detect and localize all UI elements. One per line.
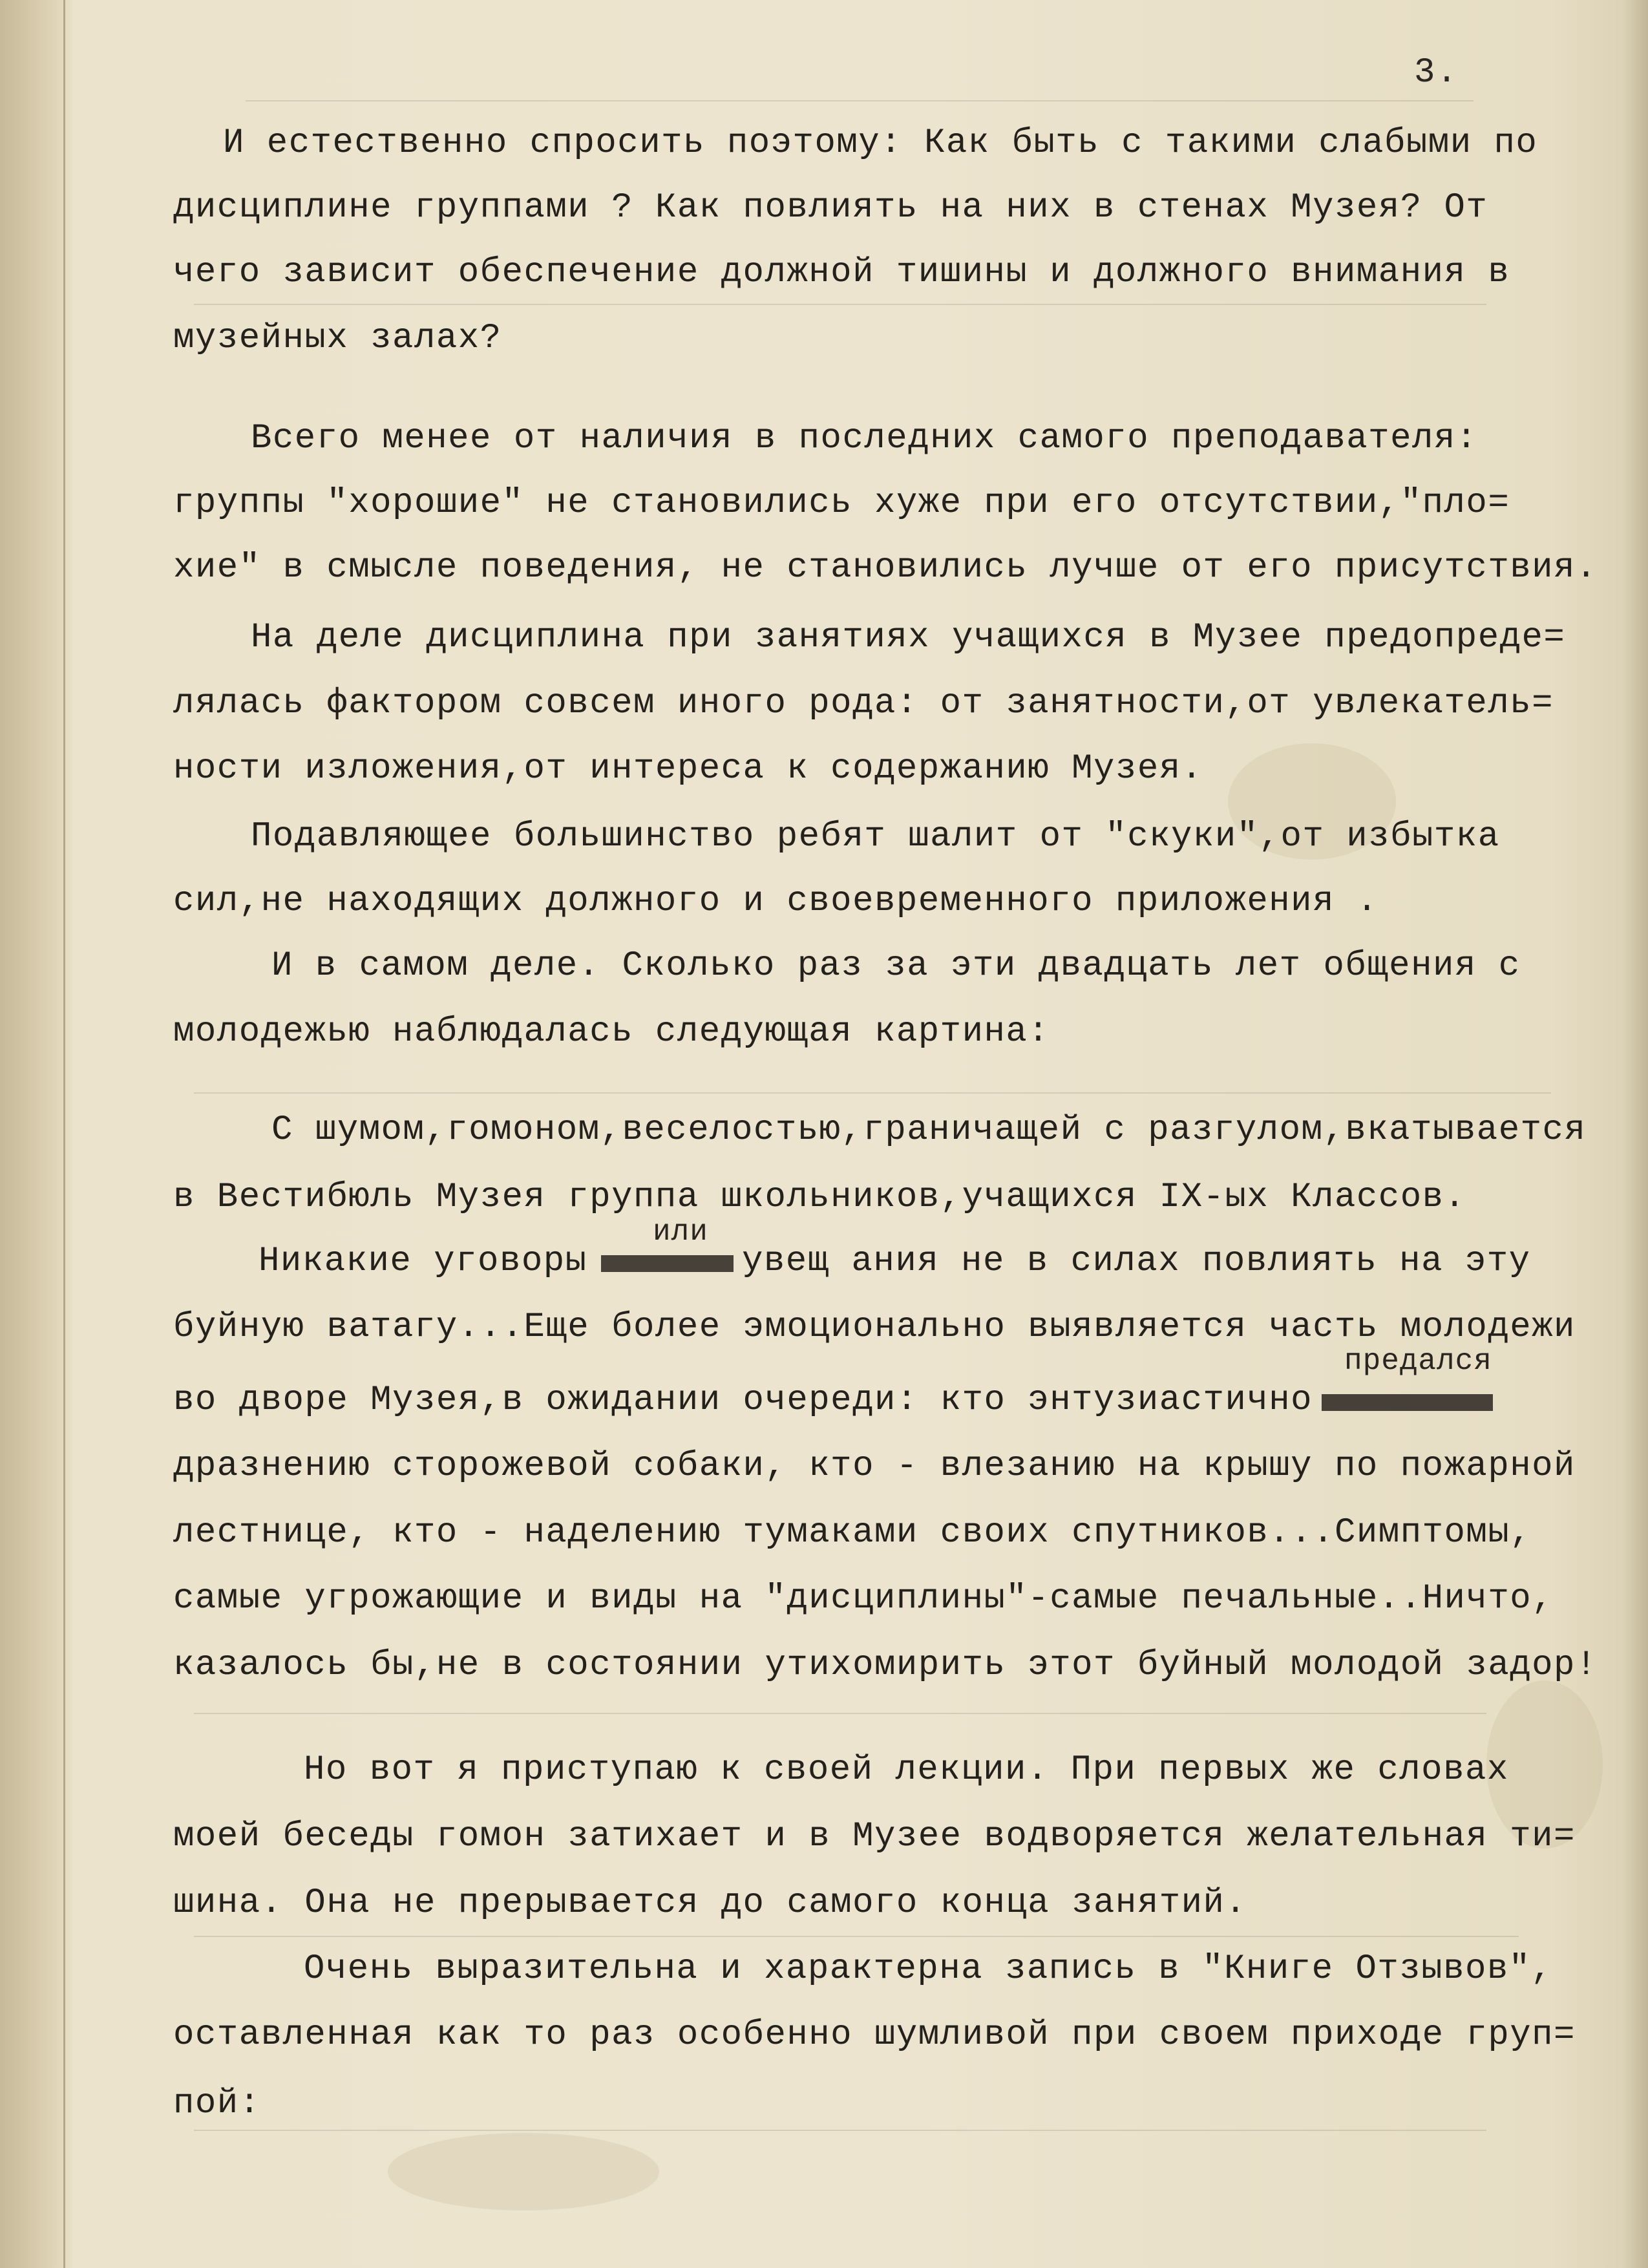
- binding-edge: [0, 0, 72, 2268]
- text-line: самые угрожающие и виды на "дисциплины"-самые печальные..Ничто,: [173, 1579, 1554, 1618]
- page-right-edge: [1622, 0, 1648, 2268]
- text-line: молодежью наблюдалась следующая картина:: [173, 1012, 1050, 1052]
- text-line: пой:: [173, 2084, 261, 2123]
- handwritten-insertion: предался: [1344, 1344, 1492, 1378]
- text-line: Никакие уговоры: [259, 1242, 587, 1281]
- show-through-line: [194, 304, 1486, 305]
- text-line: Подавляющее большинство ребят шалит от "скуки",от избытка: [251, 817, 1500, 856]
- text-line: лестнице, кто - наделению тумаками своих спутников...Симптомы,: [173, 1513, 1532, 1553]
- struck-out-word: [601, 1255, 734, 1272]
- text-line: На деле дисциплина при занятиях учащихся в Музее предопреде=: [251, 618, 1566, 657]
- text-line: группы "хорошие" не становились хуже при его отсутствии,"пло=: [173, 483, 1510, 523]
- show-through-line: [194, 1713, 1486, 1714]
- text-line: чего зависит обеспечение должной тишины и должного внимания в: [173, 253, 1510, 292]
- show-through-line: [194, 2130, 1486, 2131]
- text-line: сил,не находящих должного и своевременного приложения .: [173, 882, 1379, 921]
- text-line: И в самом деле. Сколько раз за эти двадцать лет общения с: [271, 946, 1521, 986]
- text-line: в Вестибюль Музея группа школьников,учащихся IX-ых Классов.: [173, 1178, 1466, 1217]
- show-through-line: [194, 1936, 1519, 1937]
- text-line: музейных залах?: [173, 319, 502, 358]
- text-line: увещ ания не в силах повлиять на эту: [742, 1242, 1531, 1281]
- text-line: дразнению сторожевой собаки, кто - влезанию на крышу по пожарной: [173, 1447, 1576, 1486]
- page-number: 3.: [1414, 53, 1459, 92]
- text-line: буйную ватагу...Еще более эмоционально выявляется часть молодежи: [173, 1308, 1576, 1347]
- text-line: И естественно спросить поэтому: Как быть с такими слабыми по: [223, 123, 1538, 163]
- text-line: лялась фактором совсем иного рода: от занятности,от увлекатель=: [173, 684, 1554, 723]
- show-through-line: [194, 1092, 1551, 1094]
- paper-stain: [388, 2133, 659, 2210]
- binding-fold-line: [63, 0, 65, 2268]
- show-through-line: [246, 100, 1474, 101]
- text-line: ности изложения,от интереса к содержанию Музея.: [173, 749, 1203, 789]
- text-line: казалось бы,не в состоянии утихомирить этот буйный молодой задор!: [173, 1646, 1598, 1685]
- text-line: Очень выразительна и характерна запись в "Книге Отзывов",: [304, 1949, 1553, 1989]
- text-line: С шумом,гомоном,веселостью,граничащей с разгулом,вкатывается: [271, 1110, 1587, 1150]
- text-line: во дворе Музея,в ожидании очереди: кто энтузиастично: [173, 1381, 1313, 1420]
- text-line: Но вот я приступаю к своей лекции. При первых же словах: [304, 1750, 1509, 1790]
- text-line: шина. Она не прерывается до самого конца занятий.: [173, 1883, 1247, 1923]
- handwritten-insertion: или: [653, 1215, 708, 1249]
- text-line: моей беседы гомон затихает и в Музее водворяется желательная ти=: [173, 1817, 1576, 1856]
- struck-out-word: [1322, 1394, 1493, 1411]
- text-line: дисциплине группами ? Как повлиять на них в стенах Музея? От: [173, 188, 1488, 228]
- text-line: оставленная как то раз особенно шумливой при своем приходе груп=: [173, 2015, 1576, 2055]
- text-line: хие" в смысле поведения, не становились лучше от его присутствия.: [173, 548, 1598, 588]
- text-line: Всего менее от наличия в последних самого преподавателя:: [251, 419, 1478, 458]
